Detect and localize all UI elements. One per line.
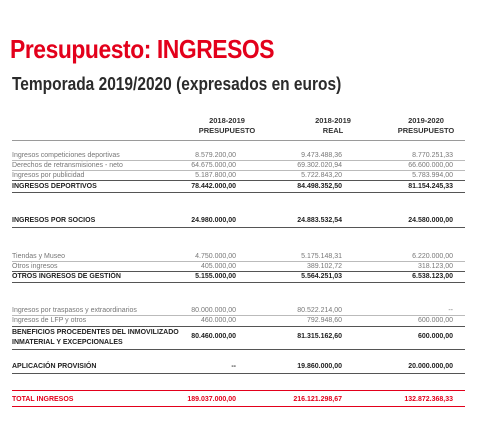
row-label: OTROS INGRESOS DE GESTIÓN [12, 273, 121, 280]
value-budget-2018: 78.442.000,00 [191, 183, 236, 190]
column-header-year: 2019-2020 [408, 116, 444, 125]
value-real-2018: 24.883.532,54 [297, 217, 342, 224]
value-budget-2019: 66.600.000,00 [408, 162, 453, 169]
value-budget-2018: 5.187.800,00 [195, 172, 236, 179]
value-budget-2019: 132.872.368,33 [404, 396, 453, 403]
row-label: TOTAL INGRESOS [12, 396, 74, 403]
table-row [12, 316, 465, 325]
subtotal-divider [12, 282, 465, 283]
row-label-line: BENEFICIOS PROCEDENTES DEL INMOVILIZADO [12, 329, 179, 336]
header-divider [12, 140, 465, 141]
subtotal-divider [12, 180, 465, 181]
value-real-2018: 5.564.251,03 [301, 273, 342, 280]
table-row [12, 151, 465, 160]
value-budget-2018: 80.000.000,00 [191, 307, 236, 314]
row-label-line: INMATERIAL Y EXCEPCIONALES [12, 339, 123, 346]
row-label: Tiendas y Museo [12, 253, 66, 260]
value-real-2018: 81.315.162,60 [297, 333, 342, 340]
table-row [12, 252, 465, 261]
subtotal-divider [12, 349, 465, 350]
value-budget-2018: 8.579.200,00 [195, 152, 236, 159]
row-label: APLICACIÓN PROVISIÓN [12, 363, 97, 370]
subtotal-row [12, 362, 465, 371]
table-row [12, 171, 465, 180]
value-budget-2018: 64.675.000,00 [191, 162, 236, 169]
table-row [12, 161, 465, 170]
value-real-2018: 5.175.148,31 [301, 253, 342, 260]
value-real-2018: 792.948,60 [306, 317, 342, 324]
total-divider [12, 406, 465, 407]
column-header-budget-2018-2019 [182, 116, 272, 136]
value-budget-2018: -- [231, 363, 236, 370]
value-budget-2019: 24.580.000,00 [408, 217, 453, 224]
value-real-2018: 9.473.488,36 [301, 152, 342, 159]
subtotal-row [12, 328, 465, 348]
subtotal-row [12, 216, 465, 225]
value-budget-2018: 5.155.000,00 [195, 273, 236, 280]
column-header-year: 2018-2019 [315, 116, 351, 125]
value-real-2018: 5.722.843,20 [301, 172, 342, 179]
table-row [12, 306, 465, 315]
row-label: Derechos de retransmisiones - neto [12, 162, 123, 169]
subtotal-divider [12, 227, 465, 228]
value-budget-2019: 600.000,00 [417, 317, 453, 324]
value-budget-2019: 318.123,00 [417, 263, 453, 270]
value-budget-2019: 600.000,00 [417, 333, 453, 340]
value-real-2018: 389.102,72 [306, 263, 342, 270]
column-header-type: PRESUPUESTO [198, 126, 256, 135]
total-divider [12, 390, 465, 391]
column-header-year: 2018-2019 [209, 116, 245, 125]
value-real-2018: 216.121.298,67 [293, 396, 342, 403]
value-budget-2018: 80.460.000,00 [191, 333, 236, 340]
subtotal-divider [12, 373, 465, 374]
value-budget-2018: 24.980.000,00 [191, 217, 236, 224]
row-label: Ingresos de LFP y otros [12, 317, 87, 324]
value-budget-2019: 5.783.994,00 [412, 172, 453, 179]
value-budget-2019: -- [448, 307, 453, 314]
value-budget-2018: 405.000,00 [200, 263, 236, 270]
row-label: Ingresos por publicidad [12, 172, 85, 179]
value-budget-2018: 460.000,00 [200, 317, 236, 324]
value-real-2018: 19.860.000,00 [297, 363, 342, 370]
grand-total-row [12, 395, 465, 404]
column-header-type: REAL [322, 126, 344, 135]
value-real-2018: 84.498.352,50 [297, 183, 342, 190]
subtotal-divider [12, 192, 465, 193]
value-real-2018: 69.302.020,94 [297, 162, 342, 169]
row-label: Ingresos por traspasos y extraordinarios [12, 307, 137, 314]
column-header-real-2018-2019 [288, 116, 378, 136]
row-label: Otros ingresos [12, 263, 58, 270]
table-row [12, 262, 465, 271]
value-real-2018: 80.522.214,00 [297, 307, 342, 314]
row-label [12, 328, 179, 348]
row-label: INGRESOS DEPORTIVOS [12, 183, 97, 190]
value-budget-2018: 4.750.000,00 [195, 253, 236, 260]
value-budget-2019: 81.154.245,33 [408, 183, 453, 190]
value-budget-2018: 189.037.000,00 [187, 396, 236, 403]
value-budget-2019: 6.220.000,00 [412, 253, 453, 260]
value-budget-2019: 6.538.123,00 [412, 273, 453, 280]
value-budget-2019: 8.770.251,33 [412, 152, 453, 159]
row-label: Ingresos competiciones deportivas [12, 152, 120, 159]
page-subtitle: Temporada 2019/2020 (expresados en euros) [12, 74, 342, 94]
column-header-type: PRESUPUESTO [397, 126, 455, 135]
column-header-budget-2019-2020 [381, 116, 471, 136]
value-budget-2019: 20.000.000,00 [408, 363, 453, 370]
subtotal-row [12, 182, 465, 191]
page-title: Presupuesto: INGRESOS [10, 34, 275, 64]
subtotal-row [12, 272, 465, 281]
row-label: INGRESOS POR SOCIOS [12, 217, 96, 224]
subtotal-divider [12, 326, 465, 327]
